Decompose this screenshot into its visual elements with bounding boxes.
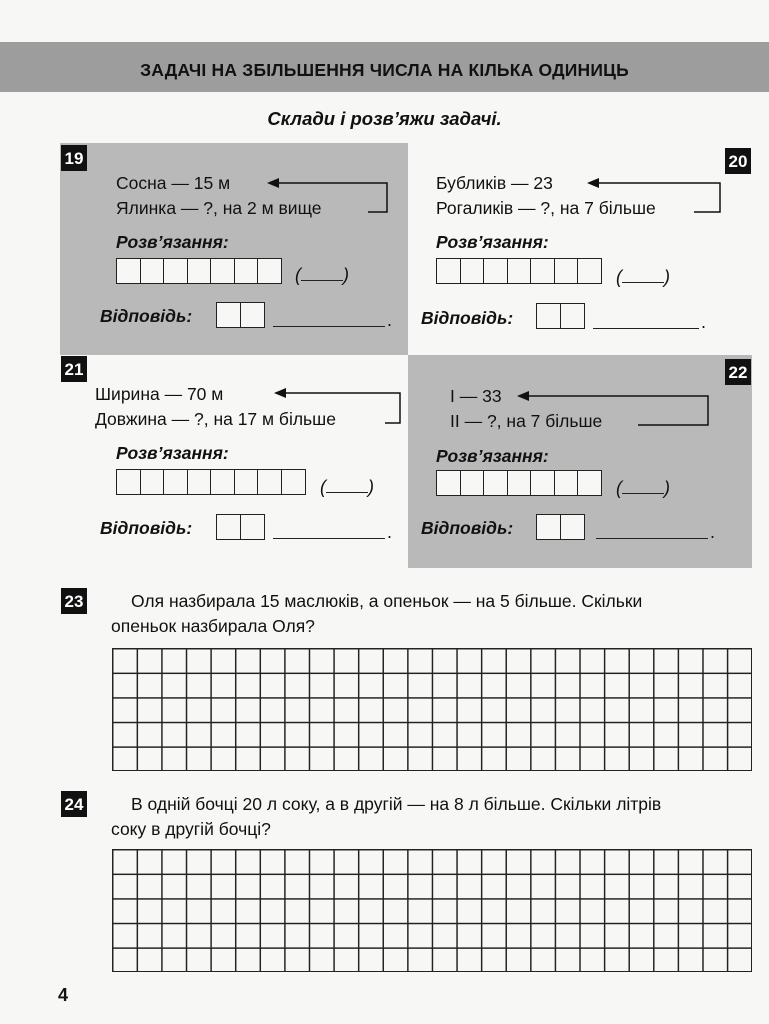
task-22-line2: II — ?, на 7 більше: [450, 411, 603, 431]
task-21-answer-label: Відповідь:: [100, 518, 193, 538]
task-number-22: 22: [725, 359, 751, 385]
task-21-answer-cells[interactable]: [216, 514, 263, 540]
task-19-answer-line[interactable]: [273, 326, 385, 327]
task-number-21: 21: [61, 356, 87, 382]
task-20-line1: Бубликів — 23: [436, 173, 553, 193]
task-20-line2: Рогаликів — ?, на 7 більше: [436, 198, 656, 218]
task-19-solution-label: Розв’язання:: [116, 232, 229, 252]
task-22-solution-label: Розв’язання:: [436, 446, 549, 466]
task-22-line1: I — 33: [450, 386, 502, 406]
task-22-solution-cells[interactable]: [436, 470, 601, 496]
page-number: 4: [58, 985, 69, 1005]
task-19-solution-cells[interactable]: [116, 258, 281, 284]
task-20-solution-label: Розв’язання:: [436, 232, 549, 252]
task-22-answer-cells[interactable]: [536, 514, 583, 540]
task-20-unit-blank[interactable]: ( ): [616, 264, 670, 288]
problem-23-answer-grid[interactable]: [112, 648, 752, 771]
task-20-solution-cells[interactable]: [436, 258, 601, 284]
instructions: Склади і розв’яжи задачі.: [267, 108, 502, 129]
task-21-answer-line[interactable]: [273, 538, 385, 539]
task-20-answer-cells[interactable]: [536, 303, 583, 329]
task-22-arrow: [515, 388, 715, 433]
task-19-line1: Сосна — 15 м: [116, 173, 231, 193]
task-20-answer-dot: .: [701, 312, 707, 332]
task-21-line2: Довжина — ?, на 17 м більше: [95, 409, 336, 429]
task-21-solution-cells[interactable]: [116, 469, 304, 495]
problem-24-line1: В одній бочці 20 л соку, а в другій — на 8 л більше. Скільки літрів: [131, 794, 662, 814]
task-19-line2: Ялинка — ?, на 2 м вище: [116, 198, 322, 218]
task-21-unit-blank[interactable]: ( ): [320, 474, 374, 498]
task-22-answer-label: Відповідь:: [421, 518, 514, 538]
problem-24-answer-grid[interactable]: [112, 849, 752, 972]
task-20-answer-label: Відповідь:: [421, 308, 514, 328]
task-22-answer-line[interactable]: [596, 538, 708, 539]
task-19-answer-label: Відповідь:: [100, 306, 193, 326]
task-19-answer-dot: .: [387, 310, 393, 330]
task-19-arrow: [265, 175, 395, 220]
task-21-line1: Ширина — 70 м: [95, 384, 224, 404]
problem-23-line2: опеньок назбирала Оля?: [111, 616, 315, 636]
task-21-arrow: [272, 385, 407, 430]
problem-number-23: 23: [61, 588, 87, 614]
task-22-answer-dot: .: [710, 522, 716, 542]
task-21-answer-dot: .: [387, 522, 393, 542]
task-number-20: 20: [725, 148, 751, 174]
task-19-unit-blank[interactable]: ( ): [295, 262, 349, 286]
task-19-answer-cells[interactable]: [216, 302, 263, 328]
problem-24-line2: соку в другій бочці?: [111, 819, 271, 839]
task-21-solution-label: Розв’язання:: [116, 443, 229, 463]
problem-23-line1: Оля назбирала 15 маслюків, а опеньок — на 5 більше. Скільки: [131, 591, 643, 611]
task-20-arrow: [585, 175, 725, 220]
task-20-answer-line[interactable]: [593, 328, 699, 329]
task-number-19: 19: [61, 145, 87, 171]
task-22-unit-blank[interactable]: ( ): [616, 475, 670, 499]
problem-number-24: 24: [61, 791, 87, 817]
section-header: [0, 42, 769, 92]
section-title: ЗАДАЧІ НА ЗБІЛЬШЕННЯ ЧИСЛА НА КІЛЬКА ОДИНИЦЬ: [140, 60, 629, 80]
